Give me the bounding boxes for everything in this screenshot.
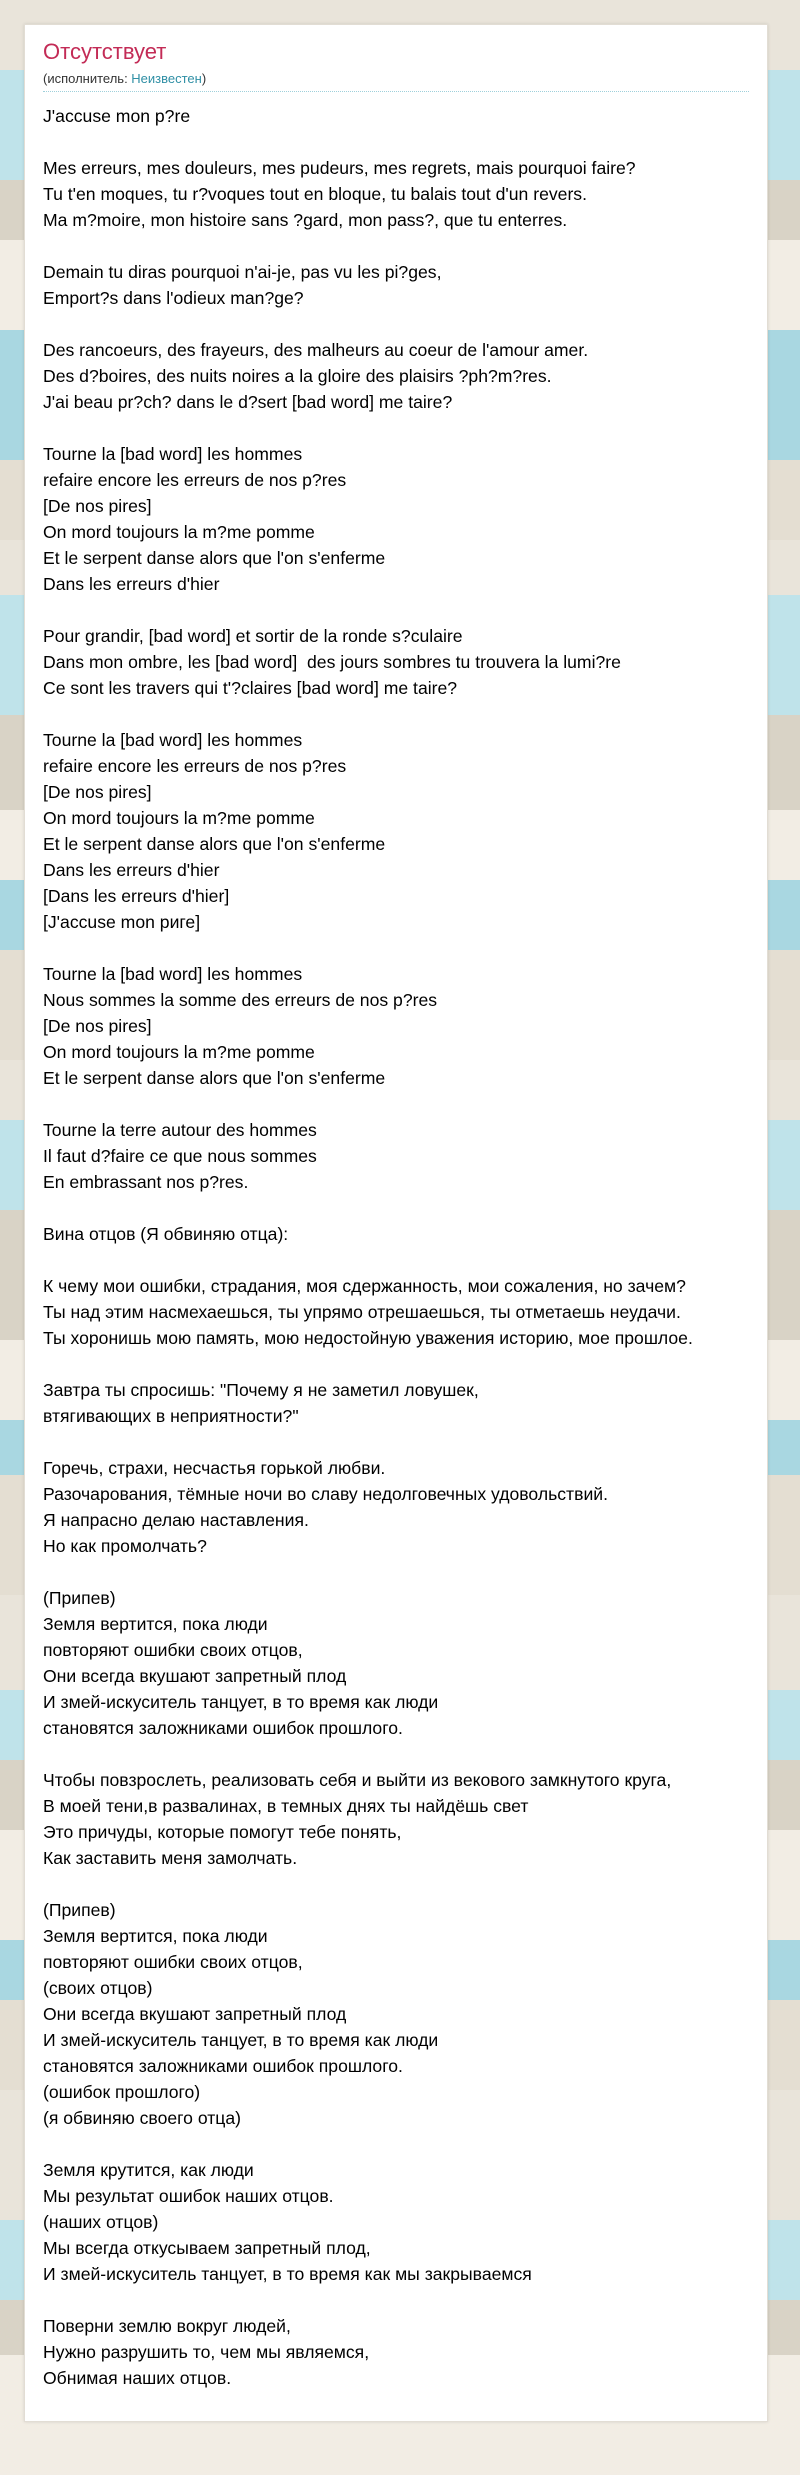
lyric-line: Чтобы повзрослеть, реализовать себя и выйти из векового замкнутого круга,: [43, 1770, 672, 1790]
lyric-line: втягивающих в неприятности?": [43, 1406, 299, 1426]
lyric-line: (наших отцов): [43, 2212, 159, 2232]
lyric-line: Это причуды, которые помогут тебе понять,: [43, 1822, 402, 1842]
lyric-line: [De nos pires]: [43, 496, 152, 516]
song-title: Отсутствует: [43, 39, 167, 64]
lyric-line: И змей-искуситель танцует, в то время как люди: [43, 2030, 439, 2050]
lyric-line: Завтра ты спросишь: "Почему я не заметил ловушек,: [43, 1380, 479, 1400]
lyric-line: Demain tu diras pourquoi n'ai-je, pas vu les pi?ges,: [43, 262, 442, 282]
lyric-line: Mes erreurs, mes douleurs, mes pudeurs, mes regrets, mais pourquoi faire?: [43, 158, 636, 178]
lyrics-text: [43, 103, 763, 2391]
lyric-line: [43, 415, 763, 441]
lyric-line: Nous sommes la somme des erreurs de nos p?res: [43, 990, 438, 1010]
lyric-line: [43, 233, 763, 259]
lyric-line: [Dans les erreurs d'hier]: [43, 886, 230, 906]
lyric-line: К чему мои ошибки, страдания, моя сдержанность, мои сожаления, но зачем?: [43, 1276, 686, 1296]
lyric-line: Il faut d?faire ce que nous sommes: [43, 1146, 317, 1166]
lyric-line: Разочарования, тёмные ночи во славу недолговечных удовольствий.: [43, 1484, 608, 1504]
artist-line: [43, 71, 206, 87]
artist-link[interactable]: Неизвестен: [131, 71, 202, 86]
lyric-line: Tu t'en moques, tu r?voques tout en bloque, tu balais tout d'un revers.: [43, 184, 587, 204]
lyric-line: Et le serpent danse alors que l'on s'enferme: [43, 1068, 386, 1088]
lyric-line: [43, 701, 763, 727]
lyric-line: [43, 597, 763, 623]
lyric-line: J'accuse mon p?re: [43, 106, 191, 126]
lyric-line: Dans les erreurs d'hier: [43, 574, 220, 594]
lyric-line: Tourne la [bad word] les hommes: [43, 444, 303, 464]
lyric-line: [43, 2287, 763, 2313]
lyric-line: Поверни землю вокруг людей,: [43, 2316, 291, 2336]
lyric-line: Dans mon ombre, les [bad word] des jours sombres tu trouvera la lumi?re: [43, 652, 621, 672]
lyric-line: И змей-искуситель танцует, в то время как люди: [43, 1692, 439, 1712]
lyric-line: Они всегда вкушают запретный плод: [43, 1666, 347, 1686]
lyric-line: И змей-искуситель танцует, в то время как мы закрываемся: [43, 2264, 532, 2284]
lyric-line: Земля вертится, пока люди: [43, 1614, 268, 1634]
lyric-line: refaire encore les erreurs de nos p?res: [43, 470, 347, 490]
lyric-line: Pour grandir, [bad word] et sortir de la ronde s?culaire: [43, 626, 463, 646]
lyric-line: (я обвиняю своего отца): [43, 2108, 242, 2128]
lyric-line: On mord toujours la m?me pomme: [43, 808, 315, 828]
lyric-line: refaire encore les erreurs de nos p?res: [43, 756, 347, 776]
lyric-line: [43, 1195, 763, 1221]
lyric-line: Emport?s dans l'odieux man?ge?: [43, 288, 304, 308]
lyric-line: (Припев): [43, 1588, 116, 1608]
title-divider: [43, 91, 749, 92]
lyric-line: Нужно разрушить то, чем мы являемся,: [43, 2342, 370, 2362]
lyric-line: Но как промолчать?: [43, 1536, 207, 1556]
lyric-line: [43, 1351, 763, 1377]
lyric-line: В моей тени,в развалинах, в темных днях ты найдёшь свет: [43, 1796, 529, 1816]
lyric-line: Я напрасно делаю наставления.: [43, 1510, 309, 1530]
lyric-line: Обнимая наших отцов.: [43, 2368, 232, 2388]
lyric-line: Tourne la [bad word] les hommes: [43, 730, 303, 750]
lyric-line: Ma m?moire, mon histoire sans ?gard, mon pass?, que tu enterres.: [43, 210, 568, 230]
lyric-line: Мы результат ошибок наших отцов.: [43, 2186, 334, 2206]
artist-suffix: ): [201, 71, 207, 86]
lyric-line: [J'accuse mon риге]: [43, 912, 201, 932]
lyric-line: повторяют ошибки своих отцов,: [43, 1952, 303, 1972]
lyric-line: Земля крутится, как люди: [43, 2160, 254, 2180]
lyric-line: становятся заложниками ошибок прошлого.: [43, 1718, 403, 1738]
lyric-line: Tourne la terre autour des hommes: [43, 1120, 317, 1140]
lyric-line: [De nos pires]: [43, 1016, 152, 1036]
lyric-line: повторяют ошибки своих отцов,: [43, 1640, 303, 1660]
lyric-line: [43, 935, 763, 961]
lyric-line: [De nos pires]: [43, 782, 152, 802]
lyric-line: Des rancoeurs, des frayeurs, des malheurs au coeur de l'amour amer.: [43, 340, 589, 360]
lyric-line: J'ai beau pr?ch? dans le d?sert [bad word] me taire?: [43, 392, 453, 412]
lyric-line: Dans les erreurs d'hier: [43, 860, 220, 880]
lyric-line: [43, 1559, 763, 1585]
lyric-line: [43, 129, 763, 155]
lyric-line: Ты над этим насмехаешься, ты упрямо отрешаешься, ты отметаешь неудачи.: [43, 1302, 681, 1322]
lyric-line: On mord toujours la m?me pomme: [43, 1042, 315, 1062]
lyric-line: (ошибок прошлого): [43, 2082, 201, 2102]
lyric-line: Ce sont les travers qui t'?claires [bad word] me taire?: [43, 678, 458, 698]
lyric-line: Et le serpent danse alors que l'on s'enferme: [43, 834, 386, 854]
lyric-line: [43, 1247, 763, 1273]
lyric-line: Ты хоронишь мою память, мою недостойную уважения историю, мое прошлое.: [43, 1328, 693, 1348]
lyric-line: Как заставить меня замолчать.: [43, 1848, 298, 1868]
lyric-line: [43, 1091, 763, 1117]
lyric-line: Et le serpent danse alors que l'on s'enferme: [43, 548, 386, 568]
lyric-line: становятся заложниками ошибок прошлого.: [43, 2056, 403, 2076]
artist-prefix: (исполнитель:: [43, 71, 132, 86]
lyric-line: On mord toujours la m?me pomme: [43, 522, 315, 542]
lyric-line: (Припев): [43, 1900, 116, 1920]
lyric-line: Des d?boires, des nuits noires a la gloire des plaisirs ?ph?m?res.: [43, 366, 552, 386]
lyric-line: En embrassant nos p?res.: [43, 1172, 249, 1192]
lyric-line: (своих отцов): [43, 1978, 153, 1998]
lyric-line: Вина отцов (Я обвиняю отца):: [43, 1224, 289, 1244]
lyric-line: [43, 1429, 763, 1455]
lyric-line: Мы всегда откусываем запретный плод,: [43, 2238, 371, 2258]
lyric-line: Tourne la [bad word] les hommes: [43, 964, 303, 984]
lyric-line: Горечь, страхи, несчастья горькой любви.: [43, 1458, 386, 1478]
lyric-line: [43, 2131, 763, 2157]
lyric-line: [43, 1871, 763, 1897]
lyric-line: [43, 311, 763, 337]
lyric-line: Они всегда вкушают запретный плод: [43, 2004, 347, 2024]
lyrics-card: [24, 24, 768, 2422]
lyric-line: Земля вертится, пока люди: [43, 1926, 268, 1946]
lyric-line: [43, 1741, 763, 1767]
